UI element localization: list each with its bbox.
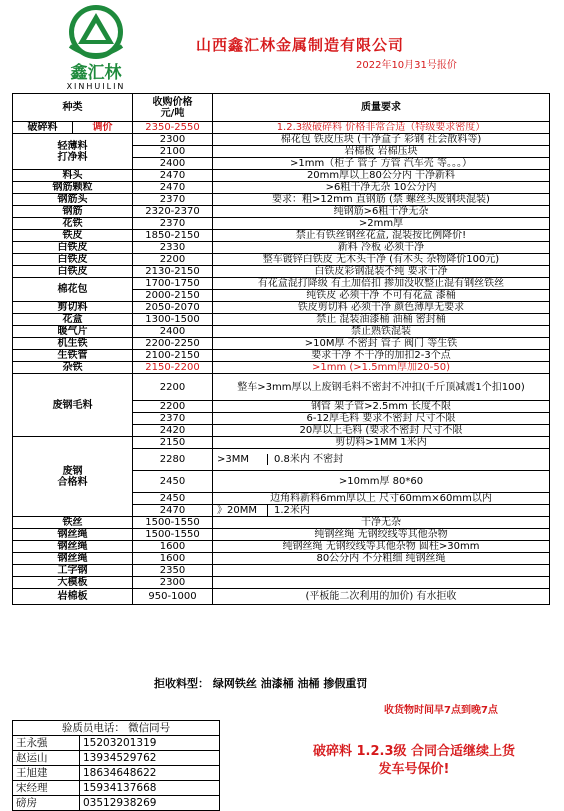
quality-requirement-cell xyxy=(213,577,550,589)
rejected-materials-note: 拒收料型： 绿网铁丝 油漆桶 油桶 掺假重罚 xyxy=(154,677,368,690)
table-row xyxy=(13,218,550,230)
category-cell: 铁皮 xyxy=(13,230,133,242)
quality-requirement-cell: 20mm厚以上80公分内 干净新料 xyxy=(213,170,550,182)
price-cell: 2280 xyxy=(133,449,213,471)
table-row xyxy=(13,314,550,326)
price-cell: 2050-2070 xyxy=(133,302,213,314)
quality-requirement-cell: 禁止有铁丝钢丝花盒, 混装按比例降价! xyxy=(213,230,550,242)
table-row xyxy=(13,565,550,577)
quality-requirement-cell: >1mm (>1.5mm厚加20-50) xyxy=(213,362,550,374)
category-cell: 铁丝 xyxy=(13,517,133,529)
price-cell: 2130-2150 xyxy=(133,266,213,278)
contacts-title: 验质员电话： 微信同号 xyxy=(13,721,220,736)
category-cell: 工字钢 xyxy=(13,565,133,577)
table-row xyxy=(13,577,550,589)
contact-phone[interactable]: 03512938269 xyxy=(79,796,219,811)
header-kind: 种类 xyxy=(13,94,133,122)
quality-requirement-cell: 铁皮剪切料 必须干净 颜色薄厚无要求 xyxy=(213,302,550,314)
table-row xyxy=(13,529,550,541)
price-cell: 1600 xyxy=(133,541,213,553)
category-cell: 白铁皮 xyxy=(13,266,133,278)
quality-requirement-cell: 岩棉板 岩棉压块 xyxy=(213,146,550,158)
price-cell: 2200-2250 xyxy=(133,338,213,350)
promo-line: 发车号保价! xyxy=(378,762,450,777)
category-cell: 轻薄料 打净料 xyxy=(13,134,133,170)
price-cell: 2200 xyxy=(133,374,213,401)
contact-row xyxy=(13,751,220,766)
quality-requirement-cell: 剪切料>1MM 1米内 xyxy=(213,437,550,449)
quality-requirement-cell: 纯钢丝绳 无钢绞线等其他杂物 圆柱>30mm xyxy=(213,541,550,553)
price-table xyxy=(12,93,550,605)
table-row xyxy=(13,326,550,338)
spec-part: 0.8米内 不密封 xyxy=(274,454,344,465)
quality-requirement-cell: >2mm厚 xyxy=(213,218,550,230)
table-row xyxy=(13,122,550,134)
quality-requirement-cell: 要求：粗>12mm 直钢筋 (禁 螺丝头废钢块混装) xyxy=(213,194,550,206)
contact-name: 赵运山 xyxy=(13,751,80,766)
quality-requirement-cell xyxy=(213,505,550,517)
contact-phone[interactable]: 13934529762 xyxy=(79,751,219,766)
table-row xyxy=(13,134,550,146)
table-row xyxy=(13,254,550,266)
category-cell: 钢丝绳 xyxy=(13,529,133,541)
table-row xyxy=(13,266,550,278)
price-cell: 2320-2370 xyxy=(133,206,213,218)
table-row xyxy=(13,278,550,290)
table-row xyxy=(13,350,550,362)
quality-requirement-cell: 20厚以上毛料 (要求不密封 尺寸不限 xyxy=(213,425,550,437)
price-cell: 2150 xyxy=(133,437,213,449)
category-cell: 花铁 xyxy=(13,218,133,230)
contacts-table xyxy=(12,720,220,811)
price-cell: 2470 xyxy=(133,182,213,194)
contact-phone[interactable]: 15203201319 xyxy=(79,736,219,751)
category-cell: 料头 xyxy=(13,170,133,182)
table-row xyxy=(13,541,550,553)
table-row xyxy=(13,302,550,314)
contact-phone[interactable]: 18634648622 xyxy=(79,766,219,781)
quality-requirement-cell: 边角料新料6mm厚以上 尺寸60mm×60mm以内 xyxy=(213,493,550,505)
logo-brand-cn: 鑫汇林 xyxy=(70,63,122,83)
table-row xyxy=(13,194,550,206)
price-cell: 2000-2150 xyxy=(133,290,213,302)
logo-brand-en: XINHUILIN xyxy=(66,82,126,90)
spec-part: >3MM xyxy=(213,454,268,465)
category-cell: 花盒 xyxy=(13,314,133,326)
contact-row xyxy=(13,796,220,811)
price-cell: 2300 xyxy=(133,577,213,589)
table-row xyxy=(13,362,550,374)
price-cell: 2420 xyxy=(133,425,213,437)
table-row xyxy=(13,242,550,254)
quality-requirement-cell: 要求干净 不干净的加扣2-3个点 xyxy=(213,350,550,362)
table-row xyxy=(13,338,550,350)
category-cell: 大模板 xyxy=(13,577,133,589)
price-cell: 2370 xyxy=(133,413,213,425)
price-cell: 2200 xyxy=(133,254,213,266)
quality-requirement-cell: 禁止熟铁混装 xyxy=(213,326,550,338)
quality-requirement-cell: 纯铁皮 必须干净 不可有花盒 漆桶 xyxy=(213,290,550,302)
header-quality: 质量要求 xyxy=(213,94,550,122)
quality-requirement-cell: >1mm（柜子 管子 方管 汽车壳 等。。。） xyxy=(213,158,550,170)
table-row xyxy=(13,589,550,605)
quality-requirement-cell: 干净无杂 xyxy=(213,517,550,529)
company-name: 山西鑫汇林金属制造有限公司 xyxy=(196,36,405,54)
category-cell: 白铁皮 xyxy=(13,254,133,266)
price-cell: 2100 xyxy=(133,146,213,158)
quality-requirement-cell: 钢管 架子管>2.5mm 长度不限 xyxy=(213,401,550,413)
table-row xyxy=(13,170,550,182)
price-cell: 2330 xyxy=(133,242,213,254)
price-cell: 2470 xyxy=(133,505,213,517)
price-cell: 2350 xyxy=(133,565,213,577)
quality-requirement-cell: 新料 冷板 必须干净 xyxy=(213,242,550,254)
company-logo xyxy=(40,2,152,90)
quality-requirement-cell: 纯钢筋>6粗干净无杂 xyxy=(213,206,550,218)
category-cell: 钢丝绳 xyxy=(13,541,133,553)
quality-requirement-cell: 整车>3mm厚以上废钢毛料不密封不冲扣(千斤顶减震1个扣100) xyxy=(213,374,550,401)
price-cell: 950-1000 xyxy=(133,589,213,605)
price-cell: 1300-1500 xyxy=(133,314,213,326)
price-cell: 1500-1550 xyxy=(133,517,213,529)
footer xyxy=(12,663,549,809)
price-adjusted-tag: 调价 xyxy=(73,122,133,134)
table-row xyxy=(13,182,550,194)
quality-requirement-cell: >6粗干净无杂 10公分内 xyxy=(213,182,550,194)
table-row xyxy=(13,437,550,449)
category-cell: 钢筋头 xyxy=(13,194,133,206)
report-date: 2022年10月31号报价 xyxy=(356,60,457,71)
category-cell: 杂铁 xyxy=(13,362,133,374)
category-cell: 钢筋颗粒 xyxy=(13,182,133,194)
price-cell: 1850-2150 xyxy=(133,230,213,242)
price-cell: 2400 xyxy=(133,326,213,338)
quality-requirement-cell: 80公分内 不分粗细 纯钢丝绳 xyxy=(213,553,550,565)
promo-notice xyxy=(294,743,534,779)
price-cell: 1700-1750 xyxy=(133,278,213,290)
contact-name: 王旭建 xyxy=(13,766,80,781)
category-cell: 生铁管 xyxy=(13,350,133,362)
quality-requirement-cell: 禁止 混装油漆桶 油桶 密封桶 xyxy=(213,314,550,326)
category-cell: 废钢 合格料 xyxy=(13,437,133,517)
category-cell: 钢丝绳 xyxy=(13,553,133,565)
quality-requirement-cell: 6-12厚毛料 要求不密封 尺寸不限 xyxy=(213,413,550,425)
table-row xyxy=(13,230,550,242)
price-cell: 2450 xyxy=(133,471,213,493)
category-cell: 白铁皮 xyxy=(13,242,133,254)
contact-name: 磅房 xyxy=(13,796,80,811)
contact-row xyxy=(13,736,220,751)
contact-name: 王永强 xyxy=(13,736,80,751)
contact-row xyxy=(13,781,220,796)
spec-part: 1.2米内 xyxy=(274,505,310,516)
quality-requirement-cell xyxy=(213,449,550,471)
table-row xyxy=(13,374,550,401)
quality-requirement-cell xyxy=(213,565,550,577)
price-cell: 1500-1550 xyxy=(133,529,213,541)
category-cell: 棉花包 xyxy=(13,278,133,302)
category-cell: 破碎料 xyxy=(13,122,73,134)
quality-requirement-cell: 整车镀锌白铁皮 无木头干净 (有木头 杂物降价100元) xyxy=(213,254,550,266)
quality-requirement-cell: 棉花包 铁皮压块 (干净盒子 彩钢 社会散料等) xyxy=(213,134,550,146)
price-cell: 1600 xyxy=(133,553,213,565)
quality-requirement-cell: (平板能二次利用的加价) 有水拒收 xyxy=(213,589,550,605)
spec-part: 》20MM xyxy=(213,505,268,516)
price-cell: 2150-2200 xyxy=(133,362,213,374)
price-cell: 2400 xyxy=(133,158,213,170)
price-cell: 2370 xyxy=(133,218,213,230)
promo-line: 破碎料 1.2.3级 合同合适继续上货 xyxy=(312,744,516,759)
quality-requirement-cell: 有花盒混打降级 有土加倍扣 掺加没收整止混有钢丝铁丝 xyxy=(213,278,550,290)
contact-name: 宋经理 xyxy=(13,781,80,796)
category-cell: 暖气片 xyxy=(13,326,133,338)
table-row xyxy=(13,517,550,529)
price-cell: 2350-2550 xyxy=(133,122,213,134)
category-cell: 岩棉板 xyxy=(13,589,133,605)
price-cell: 2200 xyxy=(133,401,213,413)
header-price: 收购价格 元/吨 xyxy=(133,94,213,122)
table-header-row xyxy=(13,94,550,122)
receiving-hours-note: 收货物时间早7点到晚7点 xyxy=(384,705,498,716)
header xyxy=(0,0,564,92)
price-cell: 2300 xyxy=(133,134,213,146)
contact-row xyxy=(13,766,220,781)
logo-emblem-icon xyxy=(40,2,152,90)
price-cell: 2470 xyxy=(133,170,213,182)
price-cell: 2100-2150 xyxy=(133,350,213,362)
price-cell: 2450 xyxy=(133,493,213,505)
quality-requirement-cell: 纯钢丝绳 无钢绞线等其他杂物 xyxy=(213,529,550,541)
quality-requirement-cell: 白铁皮彩钢混装不纯 要求干净 xyxy=(213,266,550,278)
quality-requirement-cell: 1.2.3级破碎料 价格非常合适（特级要求密度） xyxy=(213,122,550,134)
quality-requirement-cell: >10M厚 不密封 管子 阀门 等生铁 xyxy=(213,338,550,350)
quality-requirement-cell: >10mm厚 80*60 xyxy=(213,471,550,493)
contact-phone[interactable]: 15934137668 xyxy=(79,781,219,796)
category-cell: 废钢毛料 xyxy=(13,374,133,437)
category-cell: 机生铁 xyxy=(13,338,133,350)
table-row xyxy=(13,553,550,565)
category-cell: 钢筋 xyxy=(13,206,133,218)
category-cell: 剪切料 xyxy=(13,302,133,314)
table-row xyxy=(13,206,550,218)
price-cell: 2370 xyxy=(133,194,213,206)
